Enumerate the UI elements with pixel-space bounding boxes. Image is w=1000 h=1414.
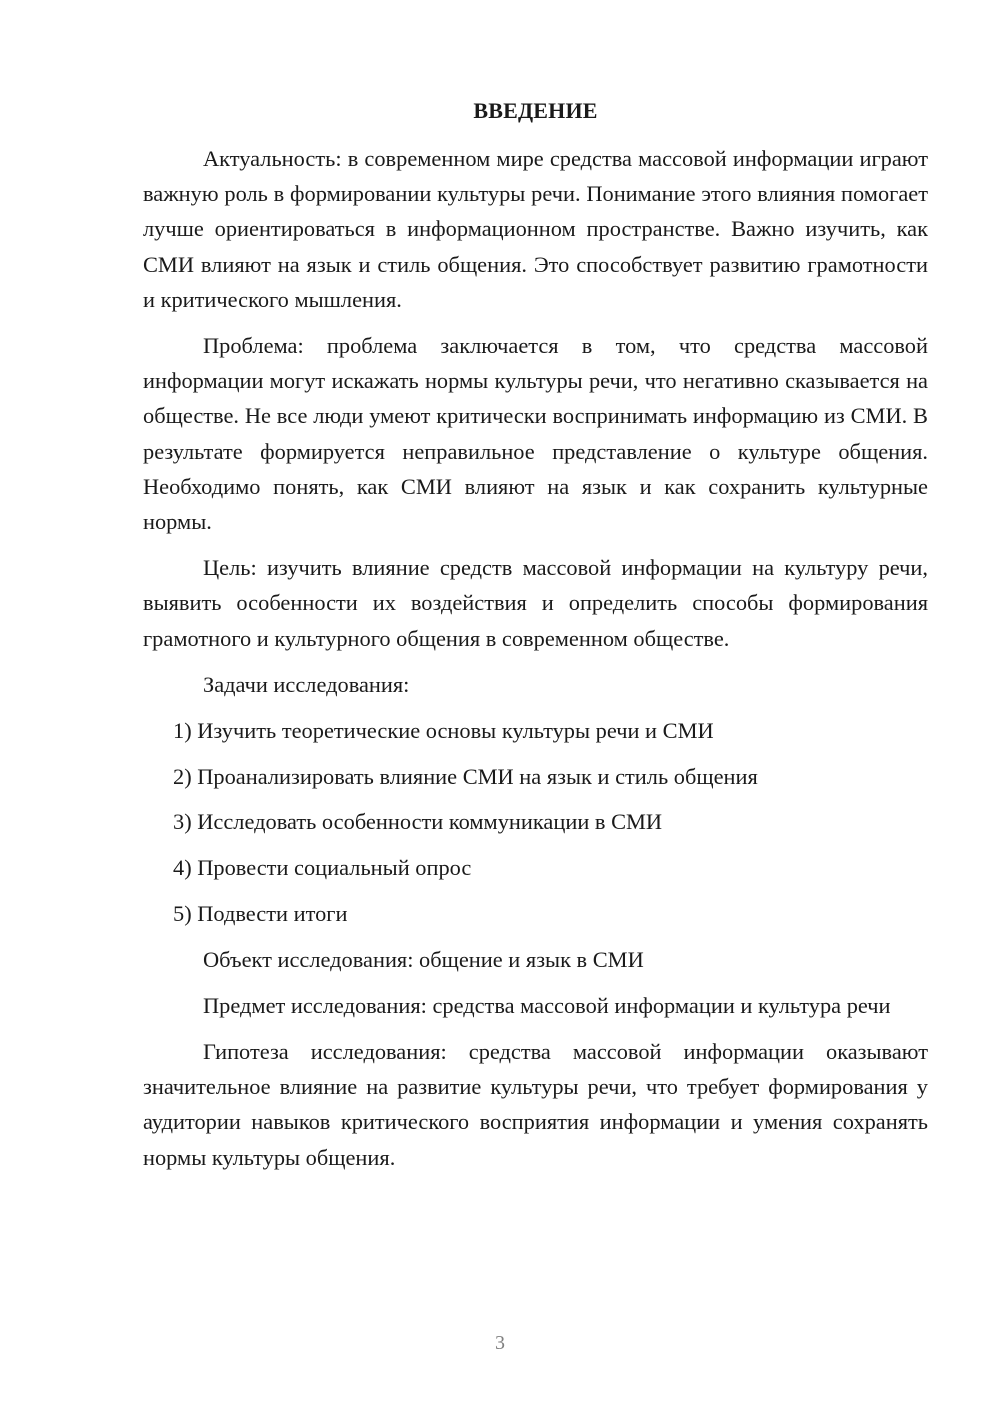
paragraph-object: Объект исследования: общение и язык в СМИ: [203, 946, 644, 972]
paragraph-subject: Предмет исследования: средства массовой информации и культура речи: [203, 992, 891, 1018]
paragraph-problem: Проблема: проблема заключается в том, что средства массовой информации могут искажать нормы культуры речи, что негативно сказывается на обществе. Не все люди умеют критически воспринимать информацию из СМИ. В результате формируется неправильное представление о культуре общения. Необходимо понять, как СМИ влияют на язык и как сохранить культурные нормы.: [143, 333, 928, 535]
list-item: 1) Изучить теоретические основы культуры речи и СМИ: [173, 718, 714, 744]
paragraph-goal: Цель: изучить влияние средств массовой информации на культуру речи, выявить особенности их воздействия и определить способы формирования грамотного и культурного общения в современном обществе.: [143, 555, 928, 651]
document-page: [143, 94, 928, 1186]
section-title: ВВЕДЕНИЕ: [473, 98, 598, 123]
list-item: 2) Проанализировать влияние СМИ на язык и стиль общения: [173, 763, 758, 789]
tasks-list: [143, 713, 928, 931]
tasks-heading: Задачи исследования:: [203, 671, 410, 697]
paragraph-hypothesis: Гипотеза исследования: средства массовой информации оказывают значительное влияние на развитие культуры речи, что требует формирования у аудитории навыков критического восприятия информации и умения сохранять нормы культуры общения.: [143, 1038, 928, 1170]
paragraph-relevance: Актуальность: в современном мире средства массовой информации играют важную роль в формировании культуры речи. Понимание этого влияния помогает лучше ориентироваться в информационном пространстве. Важно изучить, как СМИ влияют на язык и стиль общения. Это способствует развитию грамотности и критического мышления.: [143, 146, 928, 312]
list-item: 4) Провести социальный опрос: [173, 855, 472, 881]
list-item: 3) Исследовать особенности коммуникации в СМИ: [173, 809, 663, 835]
list-item: 5) Подвести итоги: [173, 900, 348, 926]
page-number: 3: [495, 1332, 505, 1354]
